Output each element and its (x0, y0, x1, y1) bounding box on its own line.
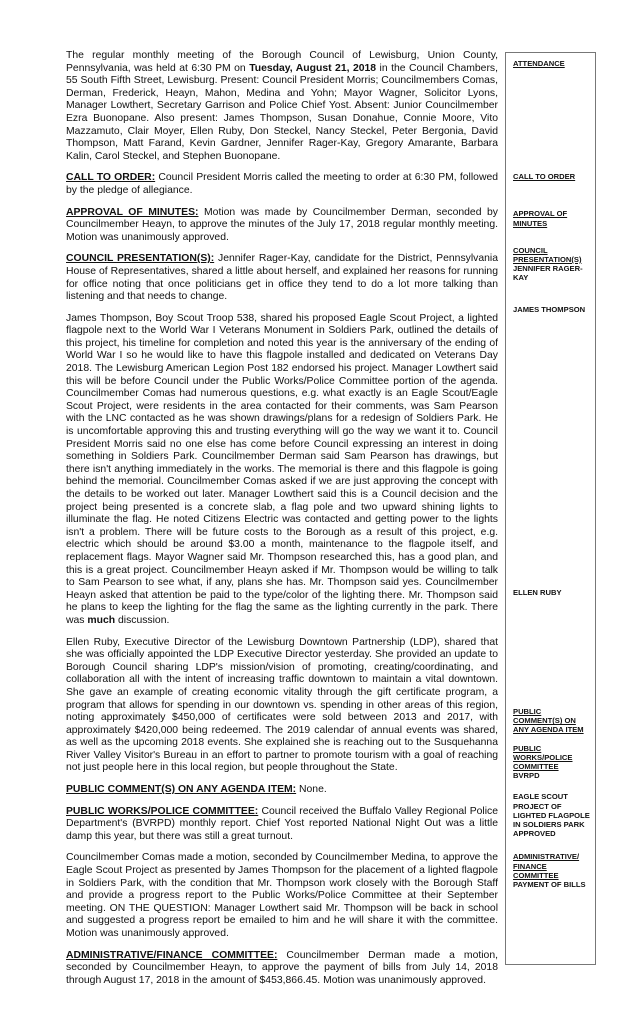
sidebar-attendance-heading: ATTENDANCE (513, 59, 565, 68)
sidebar-public-works (513, 744, 591, 781)
call-to-order-heading: CALL TO ORDER: (66, 172, 156, 184)
sidebar-admin-finance (513, 852, 591, 889)
sidebar-eagle-scout-label: EAGLE SCOUT PROJECT OF LIGHTED FLAGPOLE IN SOLDIERS PARK APPROVED (513, 792, 590, 839)
minutes-main-column (66, 50, 498, 996)
sidebar-payment-of-bills: PAYMENT OF BILLS (513, 880, 586, 890)
sidebar-council-presentations (513, 246, 591, 283)
admin-finance-paragraph (66, 950, 498, 988)
approval-of-minutes-paragraph (66, 207, 498, 245)
james-thompson-text-1: James Thompson, Boy Scout Troop 538, shared his proposed Eagle Scout Project, a lighted flagpole next to the World War I Veterans Monument in Soldiers Park, outlined the details of this project, his timeline for completion and noted this year is the anniversary of the ending of World War I so he would like to have this flagpole installed and dedicated on Veterans Day 2018. The Lewisburg American Legion Post 182 endorsed his project. Manager Lowthert said this will be before Council under the Public Works/Police Committee portion of the agenda. Councilmember Comas had numerous questions, e.g. what exactly is an Eagle Scout/Eagle Scout Project, were residents in the area contacted for their comments, was Sam Pearson with the LNC contacted as he was shown drawings/plans for a redesign of Soldiers Park. He is uncomfortable approving this and trusting everything will go the way we want it to. Council President Morris said no one else has come before Council expressing an interest in doing something in Soldiers Park. Councilmember Derman said Sam Pearson has drawings, but there isn't anything immediately in the works. The memorial is there and this flagpole is going behind the memorial. Councilmember Comas asked if we are just approving the concept with the details to be worked out later. Manager Lowthert said this is a Council decision and the project being presented is a concrete slab, a flag pole and two upward shining lights to illuminate the flag. He noted Citizens Electric was contacted and getting power to the lights isn't a problem. There will be future costs to the Borough as a result of this project, e.g. electric which should be around $3.00 a month, maintenance to the flagpole itself, and replacement flags. Mayor Wagner said Mr. Thompson researched this, has a good plan, and this is a great project. Councilmember Heayn asked if Mr. Thompson would be willing to talk to Sam Pearson to see what, if any, plans she has. Mr. Thompson said yes. Councilmember Heayn asked that attention be paid to the type/color of the lighting there. Mr. Thompson said he plans to keep the lighting for the flag the same as the lighting currently in the park. There was (66, 312, 498, 626)
sidebar-bvrpd: BVRPD (513, 771, 540, 781)
public-works-text: Council received the Buffalo Valley Regional Police Department's (BVRPD) monthly report. Chief Yost reported National Night Out was a little damp this year, but there was still a great turnout. (66, 805, 498, 842)
sidebar-public-comment-heading: PUBLIC COMMENT(S) ON ANY AGENDA ITEM (513, 707, 584, 735)
sidebar-eagle-scout (513, 792, 591, 838)
sidebar-council-presentations-heading: COUNCIL PRESENTATION(S) (513, 245, 582, 265)
public-comment-text: None. (296, 784, 327, 796)
sidebar-call-to-order-heading: CALL TO ORDER (513, 172, 576, 182)
council-presentations-text: Jennifer Rager-Kay, candidate for the District, Pennsylvania House of Representatives, shared a little about herself, and explained her reasons for running for office noting that once politicians get in office they tend to do a lot more talking than listening and that needs to change. (66, 253, 498, 303)
public-works-paragraph (66, 806, 498, 844)
ellen-ruby-text: Ellen Ruby, Executive Director of the Lewisburg Downtown Partnership (LDP), shared that she was officially appointed the LDP Executive Director yesterday. She provided an update to Borough Council sharing LDP's mission/vision of promoting, creating/coordinating, and collaboration all with the intent of increasing traffic downtown to maintain a vital downtown. She gave an example of creating economic vitality through the gift certificate program, a program that allows for spending in our downtown vs. spending in other areas of this region, noting approximately $450,000 of certificates were sold between 2013 and 2017, with approximately $420,000 being redeemed. The 2019 calendar of annual events was shared, as well as the upcoming 2018 events. She explained she is reaching out to the Susquehanna River Valley Visitor's Bureau in an effort to partner to promote tourism with a goal of reaching not just people here in this local region, but people throughout the State. (66, 636, 498, 774)
james-thompson-emphasis: much (87, 614, 116, 626)
attendance-text-1: The regular monthly meeting of the Borough Council of Lewisburg, Union County, Pennsylvania, was held at 6:30 PM on (66, 50, 498, 74)
eagle-scout-motion-text: Councilmember Comas made a motion, seconded by Councilmember Medina, to approve the Eagle Scout Project as presented by James Thompson for the placement of a lighted flagpole in Soldiers Park, with the condition that Mr. Thompson work closely with the Borough Staff and provide a progress report to the Public Works/Police Committee at their September meeting. ON THE QUESTION: Manager Lowthert said Mr. Thompson will be back in school and suggested a progress report be emailed to him and he will share it with the committee. Motion was unanimously approved. (66, 852, 498, 939)
admin-finance-heading: ADMINISTRATIVE/FINANCE COMMITTEE: (66, 949, 278, 961)
council-presentations-heading: COUNCIL PRESENTATION(S): (66, 253, 215, 265)
call-to-order-paragraph (66, 172, 498, 197)
call-to-order-text: Council President Morris called the meeting to order at 6:30 PM, followed by the pledge of allegiance. (66, 172, 499, 196)
admin-finance-text: Councilmember Derman made a motion, seconded by Councilmember Heayn, to approve the payment of bills from July 14, 2018 through August 17, 2018 in the amount of $453,866.45. Motion was unanimously approved. (66, 949, 498, 986)
attendance-text-2: in the Council Chambers, 55 South Fifth Street, Lewisburg. Present: Council President Morris; Councilmembers Comas, Derman, Frederick, Heayn, Mahon, Medina and Yohn; Mayor Wagner, Solicitor Lyons, Manager Lowthert, Secretary Garrison and Police Chief Yost. Absent: Junior Councilmember Ezra Buonopane. Also present: James Thompson, Susan Donahue, Connie Moore, Vito Mazzamuto, Clair Moyer, Ellen Ruby, Don Steckel, Nancy Steckel, Peter Bergonia, David Thompson, Matt Farand, Kevin Gardner, Jennifer Rager-Kay, Gregory Amarante, Barbara Kalin, Carol Steckel, and Stephen Buonopane. (66, 62, 498, 162)
margin-notes-box (505, 52, 596, 965)
approval-of-minutes-heading: APPROVAL OF MINUTES: (66, 206, 199, 218)
sidebar-admin-finance-heading: ADMINISTRATIVE/ FINANCE COMMITTEE (513, 852, 580, 880)
public-comment-paragraph (66, 784, 498, 797)
sidebar-approval-of-minutes (513, 209, 591, 227)
public-comment-heading: PUBLIC COMMENT(S) ON ANY AGENDA ITEM: (66, 784, 297, 796)
public-works-heading: PUBLIC WORKS/POLICE COMMITTEE: (66, 805, 259, 817)
approval-of-minutes-text: Motion was made by Councilmember Derman, seconded by Councilmember Heayn, to approve the minutes of the July 17, 2018 regular monthly meeting. Motion was unanimously approved. (66, 206, 498, 243)
attendance-paragraph (66, 50, 498, 163)
sidebar-attendance (513, 59, 591, 68)
council-presentations-paragraph (66, 253, 498, 303)
sidebar-public-comment (513, 707, 591, 735)
sidebar-ellen-ruby (513, 588, 591, 597)
eagle-scout-motion-paragraph (66, 852, 498, 940)
james-thompson-text-2: discussion. (115, 614, 170, 626)
sidebar-james-thompson (513, 305, 591, 314)
sidebar-call-to-order (513, 172, 591, 181)
ellen-ruby-paragraph (66, 637, 498, 776)
sidebar-approval-heading: APPROVAL OF MINUTES (513, 209, 568, 228)
sidebar-jennifer-rager-kay: JENNIFER RAGER-KAY (513, 264, 583, 283)
sidebar-public-works-heading: PUBLIC WORKS/POLICE COMMITTEE (513, 743, 573, 772)
sidebar-james-thompson-label: JAMES THOMPSON (513, 304, 586, 314)
james-thompson-paragraph (66, 313, 498, 628)
meeting-date: Tuesday, August 21, 2018 (249, 62, 377, 74)
sidebar-ellen-ruby-label: ELLEN RUBY (513, 587, 562, 597)
